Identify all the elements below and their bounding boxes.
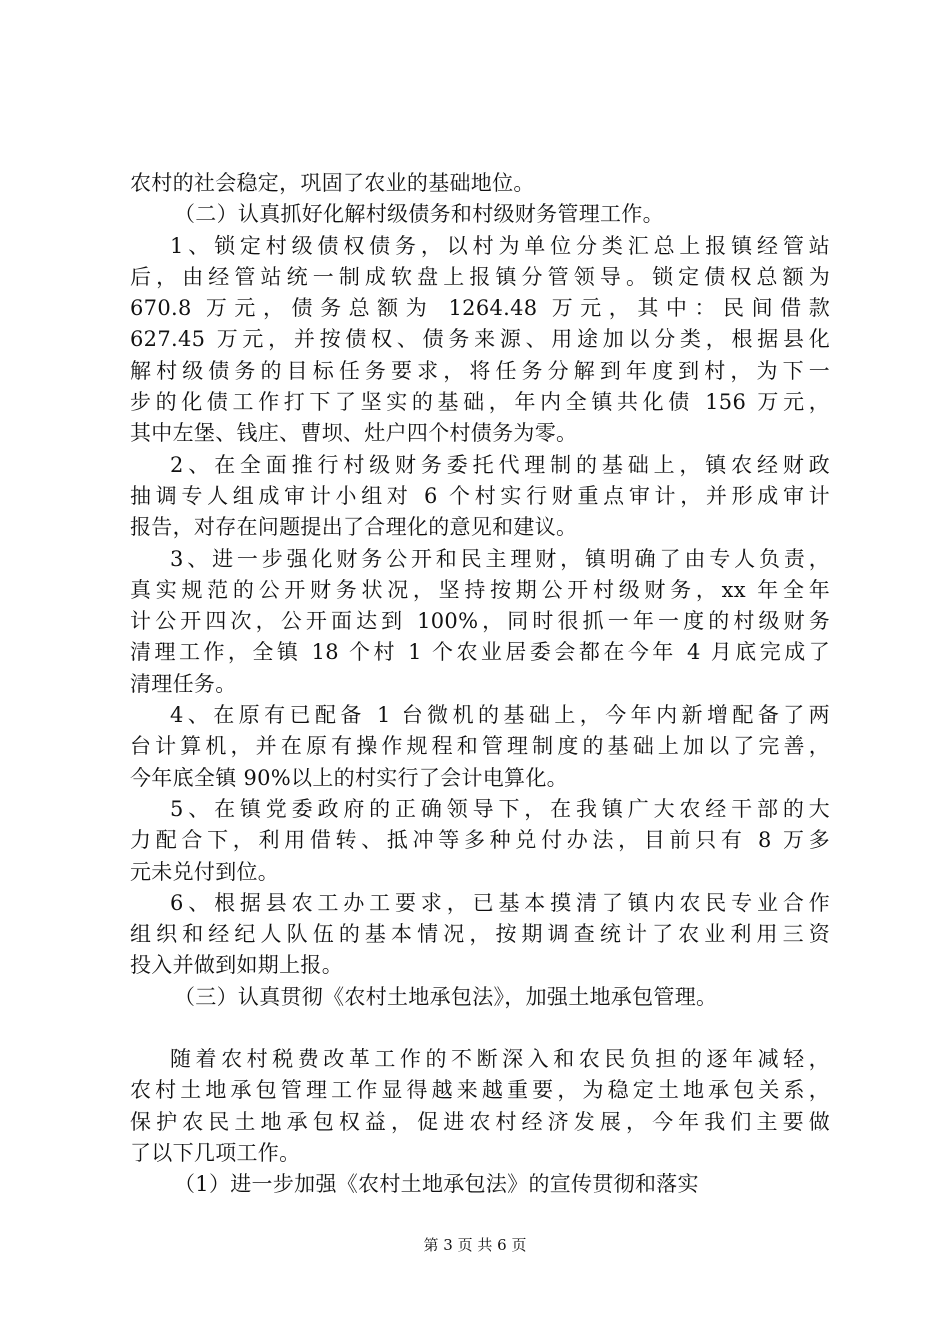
text-line: 5、在镇党委政府的正确领导下，在我镇广大农经干部的大 [170, 796, 830, 821]
text-line: 清理任务。 [130, 671, 237, 696]
section-heading-2: （二）认真抓好化解村级债务和村级财务管理工作。 [174, 202, 664, 227]
text-line: 投入并做到如期上报。 [130, 953, 343, 978]
text-line: 6、根据县农工办工要求，已基本摸清了镇内农民专业合作 [170, 890, 830, 915]
text-line: 保护农民土地承包权益，促进农村经济发展，今年我们主要做 [130, 1109, 830, 1134]
text-line: 后，由经管站统一制成软盘上报镇分管领导。锁定债权总额为 [130, 264, 830, 289]
page-number-footer: 第 3 页 共 6 页 [423, 1236, 527, 1254]
text-line: 了以下几项工作。 [130, 1140, 301, 1165]
text-line: 4、在原有已配备 1 台微机的基础上，今年内新增配备了两 [170, 703, 830, 728]
text-line: 报告，对存在问题提出了合理化的意见和建议。 [130, 515, 578, 540]
text-line: 随着农村税费改革工作的不断深入和农民负担的逐年减轻， [170, 1047, 830, 1072]
blank-line [130, 1013, 830, 1044]
text-line: 真实规范的公开财务状况，坚持按期公开村级财务，xx 年全年 [130, 577, 830, 602]
text-line: 台计算机，并在原有操作规程和管理制度的基础上加以了完善， [130, 734, 830, 759]
text-line: 3、进一步强化财务公开和民主理财，镇明确了由专人负责， [170, 546, 830, 571]
text-line: 670.8 万元，债务总额为 1264.48 万元，其中：民间借款 [130, 296, 830, 321]
text-line: 其中左堡、钱庄、曹坝、灶户四个村债务为零。 [130, 421, 578, 446]
text-line: 力配合下，利用借转、抵冲等多种兑付办法，目前只有 8 万多 [130, 828, 830, 853]
text-line: 元未兑付到位。 [130, 859, 280, 884]
text-line: 1、锁定村级债权债务，以村为单位分类汇总上报镇经管站 [170, 233, 830, 258]
text-line: 清理工作，全镇 18 个村 1 个农业居委会都在今年 4 月底完成了 [130, 640, 830, 665]
text-line: 2、在全面推行村级财务委托代理制的基础上，镇农经财政 [170, 452, 830, 477]
subsection-heading: （1）进一步加强《农村土地承包法》的宣传贯彻和落实 [174, 1172, 699, 1197]
text-line: 组织和经纪人队伍的基本情况，按期调查统计了农业利用三资 [130, 922, 830, 947]
text-line: 抽调专人组成审计小组对 6 个村实行财重点审计，并形成审计 [130, 483, 830, 508]
text-line: 农村的社会稳定，巩固了农业的基础地位。 [130, 171, 535, 195]
section-heading-3: （三）认真贯彻《农村土地承包法》，加强土地承包管理。 [174, 984, 718, 1009]
text-line: 解村级债务的目标任务要求，将任务分解到年度到村，为下一 [130, 358, 830, 383]
text-line: 627.45 万元，并按债权、债务来源、用途加以分类，根据县化 [130, 327, 830, 352]
document-body [130, 168, 830, 1201]
text-line: 农村土地承包管理工作显得越来越重要，为稳定土地承包关系， [130, 1078, 830, 1103]
text-line: 今年底全镇 90%以上的村实行了会计电算化。 [130, 765, 568, 790]
text-line: 步的化债工作打下了坚实的基础，年内全镇共化债 156 万元， [130, 390, 830, 415]
text-line: 计公开四次，公开面达到 100%，同时很抓一年一度的村级财务 [130, 609, 830, 634]
